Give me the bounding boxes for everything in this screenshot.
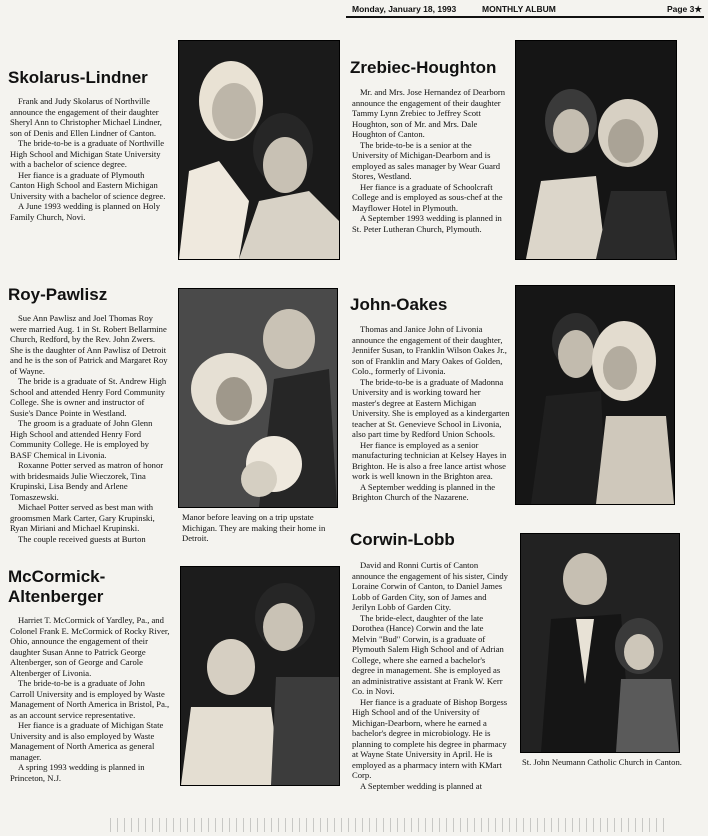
paragraph: Frank and Judy Skolarus of Northville announce the engagement of their daughter Sheryl Ann to Christopher Michael Lindner, son of Denis and Ellen Lindner of Canton. (10, 96, 162, 138)
announcement-body-skolarus-lindner (10, 96, 168, 222)
paragraph: The couple received guests at Burton (18, 533, 146, 544)
photo-caption-roy-pawlisz: Manor before leaving on a trip upstate Michigan. They are making their home in Detroit. (182, 512, 326, 543)
paragraph: Her fiance is a graduate of Bishop Borgess High School and of the University of Michigan-Dearborn, where he earned a bachelor's degree in microbiology. He is planning to complete his degree in pharmacy at Wayne State University in April. He is employed as a pharmacy intern with KMart Corp. (352, 696, 508, 780)
paragraph: Michael Potter served as best man with groomsmen Mark Carter, Gary Krupinski, Ryan Miriani and Michael Krupinski. (10, 502, 155, 533)
paragraph: The groom is a graduate of John Glenn High School and attended Henry Ford Community College. He is employed by BASF Chemical in Livonia. (10, 418, 153, 460)
print-artifact-strip (110, 818, 670, 832)
couple-photo-john-oakes (515, 285, 675, 505)
paragraph: Her fiance is a graduate of Schoolcraft College and is employed as sous-chef at the Mayflower Hotel in Plymouth. (352, 181, 503, 213)
couple-photo-zrebiec-houghton (515, 40, 677, 260)
couple-photo-corwin-lobb (520, 533, 680, 753)
paragraph: Sue Ann Pawlisz and Joel Thomas Roy were married Aug. 1 in St. Robert Bellarmine Church, Redford, by the Rev. John Zwers. She is the daughter of Ann Pawlisz of Detroit and he is the son of Patrick and Margaret Roy of Wayne. (10, 313, 168, 376)
paragraph: David and Ronni Curtis of Canton announce the engagement of his sister, Cindy Loraine Corwin of Canton, to Daniel James Lobb of Garden City, son of James and Jerilyn Lobb of Garden City. (352, 560, 508, 612)
announcement-title-roy-pawlisz: Roy-Pawlisz (8, 285, 108, 304)
paragraph: Roxanne Potter served as matron of honor with bridesmaids Julie Wieczorek, Tina Krupinski, Lisa Bendy and Arlene Tomaszewski. (10, 460, 164, 502)
paragraph: Her fiance is a graduate of Plymouth Canton High School and Eastern Michigan University with a bachelor of science degree. (10, 169, 166, 201)
paragraph: A September wedding is planned at (360, 780, 482, 791)
announcement-title-john-oakes: John-Oakes (350, 295, 448, 314)
header-page-number: Page 3★ (666, 4, 702, 14)
paragraph: The bride-elect, daughter of the late Dorothea (Hance) Corwin and the late Melvin "Bud" Corwin, is a graduate of Plymouth Salem High School and of Adrian College, where she earned a bachelor's degree in management. She is employed as an administrative assistant at Frank W. Kerr Co. in Novi. (352, 612, 504, 696)
announcement-body-corwin-lobb (352, 560, 510, 791)
announcement-body-john-oakes (352, 324, 510, 503)
announcement-body-mccormick-altenberger (10, 615, 170, 783)
announcement-body-zrebiec-houghton (352, 87, 510, 234)
announcement-title-zrebiec-houghton: Zrebiec-Houghton (350, 58, 497, 77)
paragraph: A September wedding is planned in the Brighton Church of the Nazarene. (352, 481, 496, 502)
paragraph: Her fiance is employed as a senior manufacturing technician at Kelsey Hayes in Brighton. He is also a free lance artist whose work is well known in the Brighton area. (352, 439, 507, 481)
paragraph: The bride is a graduate of St. Andrew High School and attended Henry Ford Community College. She is owner and instructor of Susie's Dance Pointe in Westland. (10, 376, 167, 418)
announcement-title-mccormick-altenberger: McCormick-Altenberger (8, 567, 106, 606)
couple-photo-roy-pawlisz (178, 288, 338, 508)
paragraph: A spring 1993 wedding is planned in Princeton, N.J. (10, 762, 145, 783)
couple-photo-skolarus-lindner (178, 40, 340, 260)
paragraph: The bride-to-be is a graduate of Madonna University and is working toward her master's degree at Eastern Michigan University. She is employed as a kindergarten teacher at St. Genevieve School in Livonia, also part time by Redford Union Schools. (352, 376, 510, 439)
page-header (346, 2, 704, 18)
header-date: Monday, January 18, 1993 (352, 4, 457, 14)
paragraph: Harriet T. McCormick of Yardley, Pa., and Colonel Frank E. McCormick of Rocky River, Ohio, announce the engagement of their daughter Susan Anne to Patrick George Altenberger, son of George and Carole Altenberger of Livonia. (10, 615, 170, 678)
announcement-title-corwin-lobb: Corwin-Lobb (350, 530, 455, 549)
header-section: MONTHLY ALBUM (482, 4, 556, 14)
paragraph: The bride-to-be is a senior at the University of Michigan-Dearborn and is employed as sales manager by Wear Guard Stores, Westland. (352, 139, 501, 181)
paragraph: The bride-to-be is a graduate of Northville High School and Michigan State University with a bachelor of science degree. (10, 138, 165, 169)
paragraph: A September 1993 wedding is planned in St. Peter Lutheran Church, Plymouth. (352, 213, 502, 234)
paragraph: Thomas and Janice John of Livonia announce the engagement of their daughter, Jennifer Susan, to Franklin Wilson Oakes Jr., son of Franklin and Mary Oakes of Golden, Colo., formerly of Livonia. (352, 324, 507, 376)
paragraph: A June 1993 wedding is planned on Holy Family Church, Novi. (10, 201, 161, 222)
announcement-title-skolarus-lindner: Skolarus-Lindner (8, 68, 148, 87)
paragraph: Her fiance is a graduate of Michigan State University and is also employed by Waste Management of North America as general manager. (10, 720, 164, 762)
couple-photo-mccormick-altenberger (180, 566, 340, 786)
paragraph: Mr. and Mrs. Jose Hernandez of Dearborn announce the engagement of their daughter Tammy Lynn Zrebiec to Jeffrey Scott Houghton, son of Mr. and Mrs. Dale Houghton of Canton. (352, 87, 506, 139)
announcement-body-roy-pawlisz (10, 313, 170, 544)
photo-caption-corwin-lobb: St. John Neumann Catholic Church in Canton. (522, 757, 682, 767)
paragraph: The bride-to-be is a graduate of John Carroll University and is employed by Waste Management of North America in Bristol, Pa., as an account service representative. (10, 678, 170, 720)
